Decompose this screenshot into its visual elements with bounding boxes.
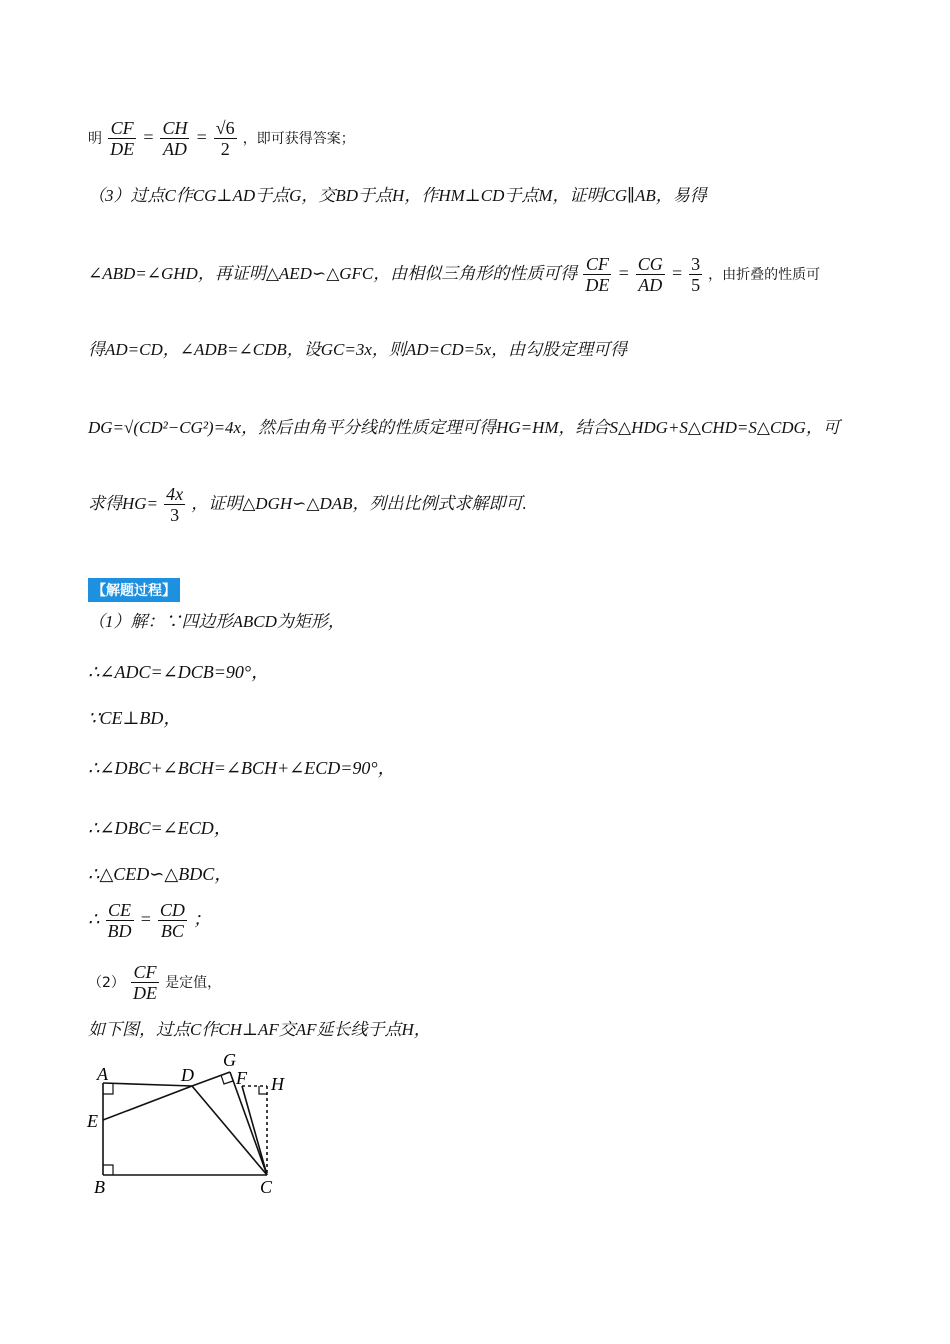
numerator: 4x [166,484,184,504]
analysis-line-4: 得AD=CD，∠ADB=∠CDB，设GC=3x，则AD=CD=5x，由勾股定理可得 [88,340,628,359]
denominator: DE [585,275,610,295]
fraction [689,254,702,295]
section-title: 【解题过程】 [88,578,180,602]
numerator: CG [637,254,663,274]
solution-line-5: ∴∠DBC=∠ECD， [88,818,232,838]
fraction [583,254,611,295]
numerator: 3 [691,254,701,274]
text: 是定值， [165,975,222,991]
analysis-line-2: （3）过点C作CG⊥AD于点G，交BD于点H，作HM⊥CD于点M，证明CG∥AB，易得 [88,186,707,205]
analysis-line-1 [88,118,355,159]
denominator: BD [107,921,132,941]
solution-line-9: 如下图，过点C作CH⊥AF交AF延长线于点H， [88,1020,431,1039]
text: ，即可获得答案； [242,131,355,147]
equals: = [142,127,155,147]
solution-line-2: ∴∠ADC=∠DCB=90°， [88,662,270,682]
right-angle-A [103,1084,113,1094]
solution-line-6: ∴△CED∽△BDC， [88,864,233,884]
label-D: D [181,1065,194,1085]
fraction [131,962,159,1003]
solution-line-8 [88,962,221,1003]
label-H: H [271,1074,284,1094]
segment-FC [242,1086,267,1175]
equals: = [670,263,683,283]
equals: = [139,909,152,929]
text: 求得HG= [88,494,159,513]
text: 明 [88,131,102,147]
label-F: F [236,1068,247,1088]
text: ； [193,909,211,929]
fraction [106,900,134,941]
right-angle-B [103,1165,113,1175]
denominator: 5 [691,275,701,295]
numerator: CH [162,118,188,138]
denominator: AD [638,275,663,295]
solution-line-1: （1）解：∵四边形ABCD为矩形， [88,612,345,631]
numerator: CF [583,254,611,275]
fraction [158,900,187,941]
text: ∠ABD=∠GHD，再证明△AED∽△GFC，由相似三角形的性质可得 [88,264,578,283]
text: ，证明△DGH∽△DAB，列出比例式求解即可. [191,494,527,513]
segment-AD [103,1083,192,1086]
denominator: DE [110,139,135,159]
analysis-line-3 [88,254,820,295]
denominator: BC [160,921,184,941]
equals: = [195,127,208,147]
label-E: E [87,1111,98,1131]
fraction [108,118,136,159]
label-A: A [97,1064,108,1084]
fraction [636,254,665,295]
denominator: AD [162,139,187,159]
analysis-line-5: DG=√(CD²−CG²)=4x，然后由角平分线的性质定理可得HG=HM，结合S△HDG+S△CHD=S△CDG，可 [88,418,840,437]
numerator: √6 [215,118,235,138]
segment-DC [192,1086,267,1175]
fraction [164,484,185,525]
numerator: CE [106,900,134,921]
denominator: DE [133,983,158,1003]
label-G: G [223,1050,236,1070]
fraction [160,118,189,159]
text: （2） [88,975,125,991]
solution-line-4: ∴∠DBC+∠BCH=∠BCH+∠ECD=90°， [88,758,396,778]
fraction [214,118,237,159]
text: ∴ [88,909,100,929]
solution-line-3: ∵CE⊥BD， [88,708,182,728]
segment-ED [103,1086,192,1120]
numerator: CF [108,118,136,139]
geometry-figure [80,1048,320,1198]
numerator: CF [131,962,159,983]
denominator: 3 [170,505,180,525]
analysis-line-6 [88,484,527,525]
denominator: 2 [220,139,230,159]
equals: = [617,263,630,283]
right-angle-H [259,1086,267,1094]
label-B: B [94,1177,105,1197]
text: ，由折叠的性质可 [708,267,821,283]
numerator: CD [159,900,185,920]
label-C: C [260,1177,273,1197]
solution-line-7 [88,900,211,941]
